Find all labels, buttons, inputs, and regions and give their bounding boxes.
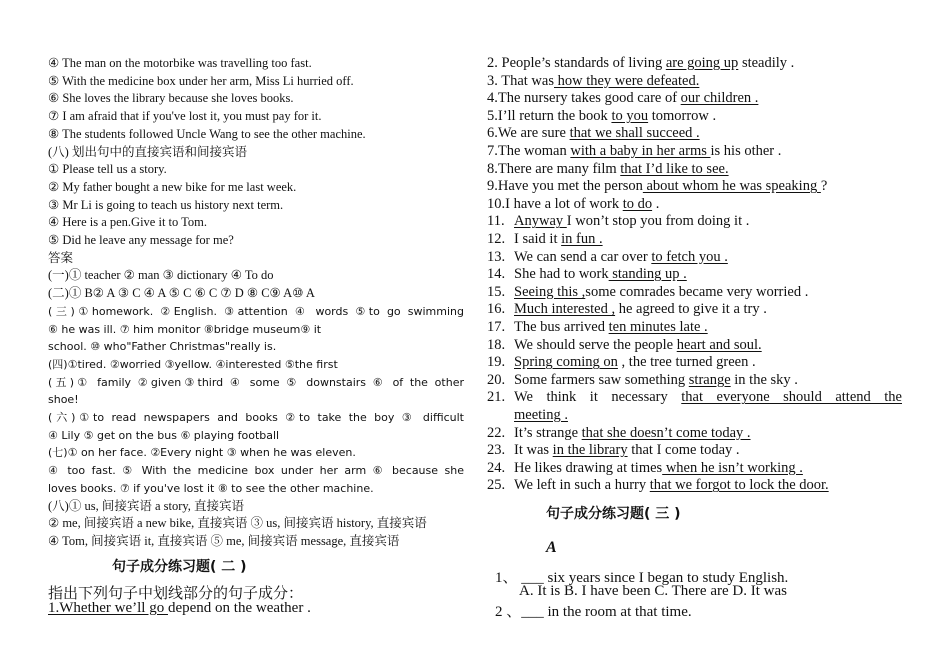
left-line: ④ The man on the motorbike was travelling too fast. (48, 56, 312, 70)
underlined-part: to do (622, 195, 653, 212)
plain-part: tomorrow . (648, 107, 717, 124)
item-text (514, 407, 568, 424)
plain-part: We think it necessary (514, 389, 682, 406)
item-text (514, 284, 808, 301)
left-line: loves books. ⑦ if you've lost it ⑧ to see the other machine. (48, 481, 374, 495)
left-line: ⑥ he was ill. ⑦ him monitor ⑧bridge museum⑨ it (48, 322, 322, 336)
plain-part: that I come today . (627, 442, 740, 459)
underlined-part: strange (688, 371, 731, 388)
left-line: school. ⑩ who"Father Christmas"really is. (48, 340, 277, 354)
item-number: 17. (487, 319, 506, 335)
plain-part: 8.There are many film (487, 160, 621, 177)
item-number: 20. (487, 371, 506, 388)
plain-part: 9.Have you met the person (487, 178, 643, 195)
right-line (487, 407, 568, 424)
underlined-part: to you (611, 107, 649, 124)
section-title-three: 句子成分练习题( 三 ) (546, 506, 681, 522)
plain-part: He likes drawing at times (514, 459, 663, 476)
item-number: 21. (487, 389, 506, 406)
left-line: (七)① on her face. ②Every night ③ when he was eleven. (48, 446, 356, 460)
item-number: 13. (487, 248, 506, 265)
section-title-two: 句子成分练习题( 二 ) (112, 559, 247, 575)
plain-part: I won’t stop you from doing it . (566, 213, 750, 230)
item-number: 19. (487, 354, 506, 371)
left-line: (五)① family ②given③third ④ some ⑤ downstairs ⑥ of the other (48, 375, 464, 389)
instruction-text: 指出下列句子中划线部分的句子成分： (48, 586, 304, 602)
underlined-part: Anyway (514, 213, 567, 230)
plain-part: he agreed to give it a try . (615, 301, 767, 318)
underlined-part: that we forgot to lock the door. (649, 477, 829, 494)
plain-part: in the sky . (730, 371, 798, 388)
plain-part: It’s strange (514, 424, 582, 441)
right-line (487, 319, 708, 336)
left-line: ⑤ With the medicine box under her arm, Miss Li hurried off. (48, 73, 354, 88)
right-line (487, 73, 699, 90)
left-line: ⑦ I am afraid that if you've lost it, you must pay for it. (48, 109, 322, 124)
mc-question-1-options: A. It is B. I have been C. There are D. It was (519, 583, 787, 599)
item-number: 22. (487, 424, 506, 441)
left-line: ③ Mr Li is going to teach us history next term. (48, 197, 284, 212)
plain-part: 5.I’ll return the book (487, 107, 612, 124)
item-text (514, 477, 829, 494)
item-text (487, 196, 659, 213)
plain-part: 6.We are sure (487, 125, 570, 142)
plain-part: , the tree turned green . (617, 354, 756, 371)
plain-part: 2. People’s standards of living (487, 55, 666, 71)
item-text (514, 319, 708, 336)
underlined-part: our children . (680, 90, 759, 107)
plain-part: It was (514, 442, 553, 459)
underlined-part: with a baby in her arms (570, 143, 711, 159)
item-number: 11. (487, 213, 505, 230)
right-line (487, 354, 756, 371)
underlined-part: are going up (665, 55, 739, 71)
left-line: ④ Here is a pen.Give it to Tom. (48, 215, 208, 230)
item-text (514, 372, 798, 389)
left-line: ② me, 间接宾语 a new bike, 直接宾语 ③ us, 间接宾语 history, 直接宾语 (48, 516, 427, 531)
right-line (487, 266, 687, 283)
item-text (514, 249, 728, 266)
section-letter: A (546, 539, 557, 556)
item-number: 16. (487, 301, 506, 318)
left-line: ④ too fast. ⑤ With the medicine box under her arm ⑥ because she (48, 464, 464, 478)
right-line (487, 460, 803, 477)
underlined-part: ten minutes late . (608, 319, 708, 335)
left-line: (八) 划出句中的直接宾语和间接宾语 (48, 144, 247, 159)
left-line: 答案 (48, 250, 74, 265)
underlined-part: Much interested , (514, 301, 616, 318)
right-line (487, 249, 728, 266)
underlined-part: heart and soul. (676, 336, 762, 353)
item-text (514, 425, 751, 442)
plain-part: is his other . (710, 143, 782, 159)
item-text (514, 389, 902, 406)
right-line (487, 284, 808, 301)
underlined-part: meeting . (514, 407, 568, 423)
item-text (514, 354, 756, 371)
item-text (487, 125, 700, 142)
plain-part: 4.The nursery takes good care of (487, 90, 681, 107)
underlined-part: in fun . (561, 231, 603, 247)
item-text (487, 178, 827, 195)
left-line: ④ Lily ⑤ get on the bus ⑥ playing football (48, 428, 280, 442)
item-number: 24. (487, 459, 506, 476)
right-line (487, 161, 729, 178)
item-number: 23. (487, 442, 506, 459)
plain-part: She had to work (514, 266, 609, 283)
right-line (487, 108, 716, 125)
right-line (487, 372, 798, 389)
left-line: (八)① us, 间接宾语 a story, 直接宾语 (48, 498, 245, 513)
item-text (514, 460, 803, 477)
right-line (487, 389, 902, 406)
left-line: (一)① teacher ② man ③ dictionary ④ To do (48, 268, 274, 283)
left-line: (三)①homework. ②English. ③attention ④ words ⑤to go swimming (48, 304, 464, 318)
plain-part: some comrades became very worried . (585, 283, 809, 300)
left-line: ④ Tom, 间接宾语 it, 直接宾语 ⑤ me, 间接宾语 message, 直接宾语 (48, 533, 400, 548)
underlined-part: Spring coming on (514, 354, 618, 371)
item-text (487, 73, 699, 90)
right-line (487, 213, 749, 230)
underlined-part: to fetch you . (651, 248, 728, 265)
question-1 (48, 600, 311, 617)
item-text (514, 442, 740, 459)
item-text (487, 55, 794, 72)
plain-part: . (652, 195, 660, 212)
item-text (514, 337, 762, 354)
item-text (487, 90, 758, 107)
right-line (487, 477, 829, 494)
plain-part: We should serve the people (514, 336, 677, 353)
plain-part: We left in such a hurry (514, 477, 650, 494)
item-number: 12. (487, 231, 506, 247)
mc-question-1: 1、 ___ six years since I began to study English. (495, 570, 789, 586)
right-line (487, 143, 781, 160)
left-line: ② My father bought a new bike for me last week. (48, 179, 297, 194)
right-line (487, 196, 659, 213)
left-line: ① Please tell us a story. (48, 162, 167, 177)
underlined-part: in the library (552, 442, 628, 459)
plain-part: 10.I have a lot of work (487, 195, 623, 212)
underlined-part: how they were defeated. (554, 72, 700, 89)
plain-part: ? (820, 178, 828, 195)
item-text (514, 301, 767, 318)
mc-question-2: 2 、___ in the room at that time. (495, 604, 692, 620)
item-text (487, 143, 781, 160)
underlined-part: about whom he was speaking (642, 178, 821, 195)
right-line (487, 55, 794, 72)
left-line: ⑤ Did he leave any message for me? (48, 233, 234, 247)
item-text (514, 213, 749, 230)
left-line: (四)①tired. ②worried ③yellow. ④interested ⑤the first (48, 357, 338, 371)
right-line (487, 337, 762, 354)
underlined-part: 1.Whether we’ll go (48, 600, 168, 616)
plain-part: steadily . (738, 55, 795, 71)
left-line: ⑥ She loves the library because she loves books. (48, 91, 294, 106)
plain-part: I said it (514, 231, 562, 247)
right-line (487, 425, 751, 442)
right-line (487, 90, 758, 107)
item-text (514, 266, 687, 283)
right-line (487, 301, 767, 318)
item-number: 14. (487, 266, 506, 283)
plain-part: 3. That was (487, 72, 554, 89)
plain-part: 7.The woman (487, 143, 571, 159)
left-line: shoe! (48, 393, 79, 407)
question-1-rest: depend on the weather . (167, 600, 311, 616)
right-line (487, 231, 603, 248)
right-line (487, 125, 700, 142)
underlined-part: when he isn’t working . (662, 459, 803, 476)
plain-part: We can send a car over (514, 248, 652, 265)
item-text (514, 231, 603, 248)
underlined-part: standing up . (608, 266, 687, 283)
item-number: 15. (487, 283, 506, 300)
left-line: ⑧ The students followed Uncle Wang to see the other machine. (48, 126, 366, 141)
right-line (487, 442, 740, 459)
item-number: 18. (487, 336, 506, 353)
right-line (487, 178, 827, 195)
item-text (487, 108, 716, 125)
plain-part: The bus arrived (514, 319, 609, 335)
item-text (487, 161, 729, 178)
underlined-part: that I’d like to see. (620, 160, 729, 177)
underlined-part: Seeing this , (514, 283, 586, 300)
underlined-part: that she doesn’t come today . (581, 424, 751, 441)
plain-part: Some farmers saw something (514, 371, 689, 388)
item-number: 25. (487, 477, 506, 494)
left-line: (六)①to read newspapers and books ②to take the boy ③ difficult (48, 411, 464, 424)
underlined-part: that everyone should attend the (681, 389, 902, 406)
underlined-part: that we shall succeed . (569, 125, 700, 142)
left-line: (二)① B② A ③ C ④ A ⑤ C ⑥ C ⑦ D ⑧ C⑨ A⑩ A (48, 286, 315, 301)
